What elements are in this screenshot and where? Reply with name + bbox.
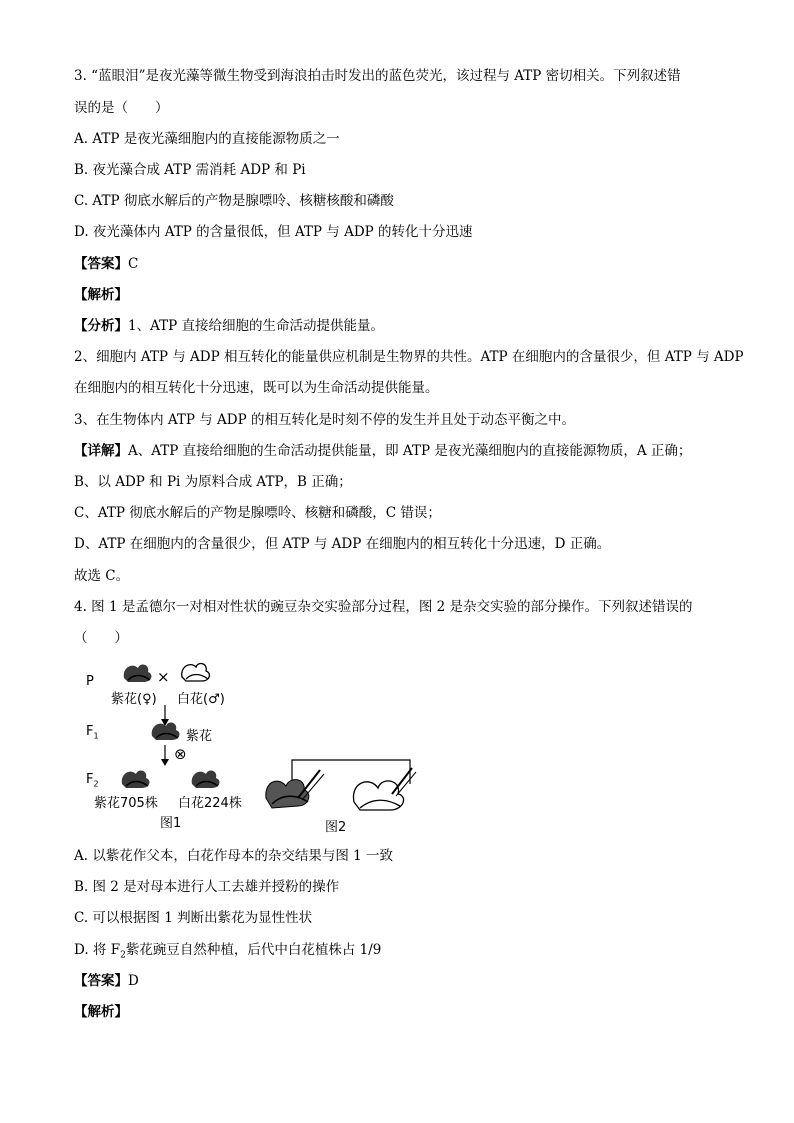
fig1-caption: 图1: [160, 816, 182, 831]
q3-option-d: D. 夜光藻体内 ATP 的含量很低，但 ATP 与 ADP 的转化十分迅速: [74, 224, 473, 240]
generation-f1-label: $F_1$: [86, 724, 99, 741]
q3-option-a: A. ATP 是夜光藻细胞内的直接能源物质之一: [74, 131, 340, 147]
cross-symbol: ×: [157, 668, 170, 686]
q4-answer: [74, 971, 139, 991]
q3-option-c: C. ATP 彻底水解后的产物是腺嘌呤、核糖核酸和磷酸: [74, 193, 394, 209]
q4-option-d: D. 将 $F_2$紫花豌豆自然种植，后代中白花植株占 1/9: [74, 942, 382, 961]
answer-tag: 【答案】: [74, 973, 128, 989]
fig2-caption: 图2: [325, 820, 347, 835]
q4-stem-line2: （ ）: [74, 630, 128, 646]
down-arrow-icon: [160, 745, 170, 767]
f1-purple-flower-icon: [148, 718, 184, 744]
answer-value: D: [128, 973, 139, 989]
q3-detail-c: C、ATP 彻底水解后的产物是腺嘌呤、核糖和磷酸，C 错误；: [74, 505, 441, 521]
q3-fenxi-3: 3、在生物体内 ATP 与 ADP 的相互转化是时刻不停的发生并且处于动态平衡之中。: [74, 412, 576, 428]
q3-conclusion: 故选 C。: [74, 568, 130, 584]
generation-p-label: P: [86, 674, 94, 689]
generation-f2-label: $F_2$: [86, 772, 99, 789]
q3-detail-b: B、以 ADP 和 Pi 为原料合成 ATP，B 正确；: [74, 474, 352, 490]
fenxi-tag: 【分析】: [74, 318, 128, 334]
q3-detail-a: [74, 441, 691, 461]
selfing-symbol: ⊗: [174, 745, 187, 763]
q3-answer: [74, 254, 138, 274]
q4-option-c: C. 可以根据图 1 判断出紫花为显性性状: [74, 910, 313, 926]
q3-fenxi-2a: 2、细胞内 ATP 与 ADP 相互转化的能量供应机制是生物界的共性。ATP 在细胞内的含量很少，但 ATP 与 ADP: [74, 349, 744, 365]
q3-stem-line1: 3. “蓝眼泪”是夜光藻等微生物受到海浪拍击时发出的蓝色荧光，该过程与 ATP 密切相关。下列叙述错: [74, 68, 681, 84]
q3-fenxi-1: [74, 316, 384, 336]
answer-tag: 【答案】: [74, 256, 128, 272]
f2-white-flower-icon: [188, 766, 224, 792]
f2-white-count: 白花224株: [178, 796, 242, 811]
detail-tag: 【详解】: [74, 443, 128, 459]
purple-flower-icon: [120, 660, 156, 686]
q4-analysis-tag: 【解析】: [74, 1004, 128, 1020]
q4-option-b: B. 图 2 是对母本进行人工去雄并授粉的操作: [74, 879, 340, 895]
q4-stem-line1: 4. 图 1 是孟德尔一对相对性状的豌豆杂交实验部分过程，图 2 是杂交实验的部分操作。下列叙述错误的: [74, 599, 693, 615]
q3-option-b: B. 夜光藻合成 ATP 需消耗 ADP 和 Pi: [74, 162, 306, 178]
q3-fenxi-2b: 在细胞内的相互转化十分迅速，既可以为生命活动提供能量。: [74, 380, 439, 396]
answer-value: C: [128, 256, 139, 272]
f1-purple-label: 紫花: [186, 729, 213, 744]
white-male-label: 白花(♂): [177, 692, 225, 707]
white-flower-icon: [178, 659, 212, 685]
fenxi-text-1: 1、ATP 直接给细胞的生命活动提供能量。: [128, 318, 384, 334]
detail-text-a: A、ATP 直接给细胞的生命活动提供能量，即 ATP 是夜光藻细胞内的直接能源物质，A 正确；: [128, 443, 692, 459]
pollination-diagram: [262, 758, 422, 818]
q4-option-a: A. 以紫花作父本，白花作母本的杂交结果与图 1 一致: [74, 848, 394, 864]
q3-stem-line2: 误的是（ ）: [74, 100, 169, 116]
f2-purple-flower-icon: [118, 766, 154, 792]
f2-purple-count: 紫花705株: [94, 796, 158, 811]
q3-analysis-tag: 【解析】: [74, 287, 128, 303]
q3-detail-d: D、ATP 在细胞内的含量很少，但 ATP 与 ADP 在细胞内的相互转化十分迅速，D 正确。: [74, 536, 611, 552]
purple-female-label: 紫花(♀): [111, 692, 157, 707]
